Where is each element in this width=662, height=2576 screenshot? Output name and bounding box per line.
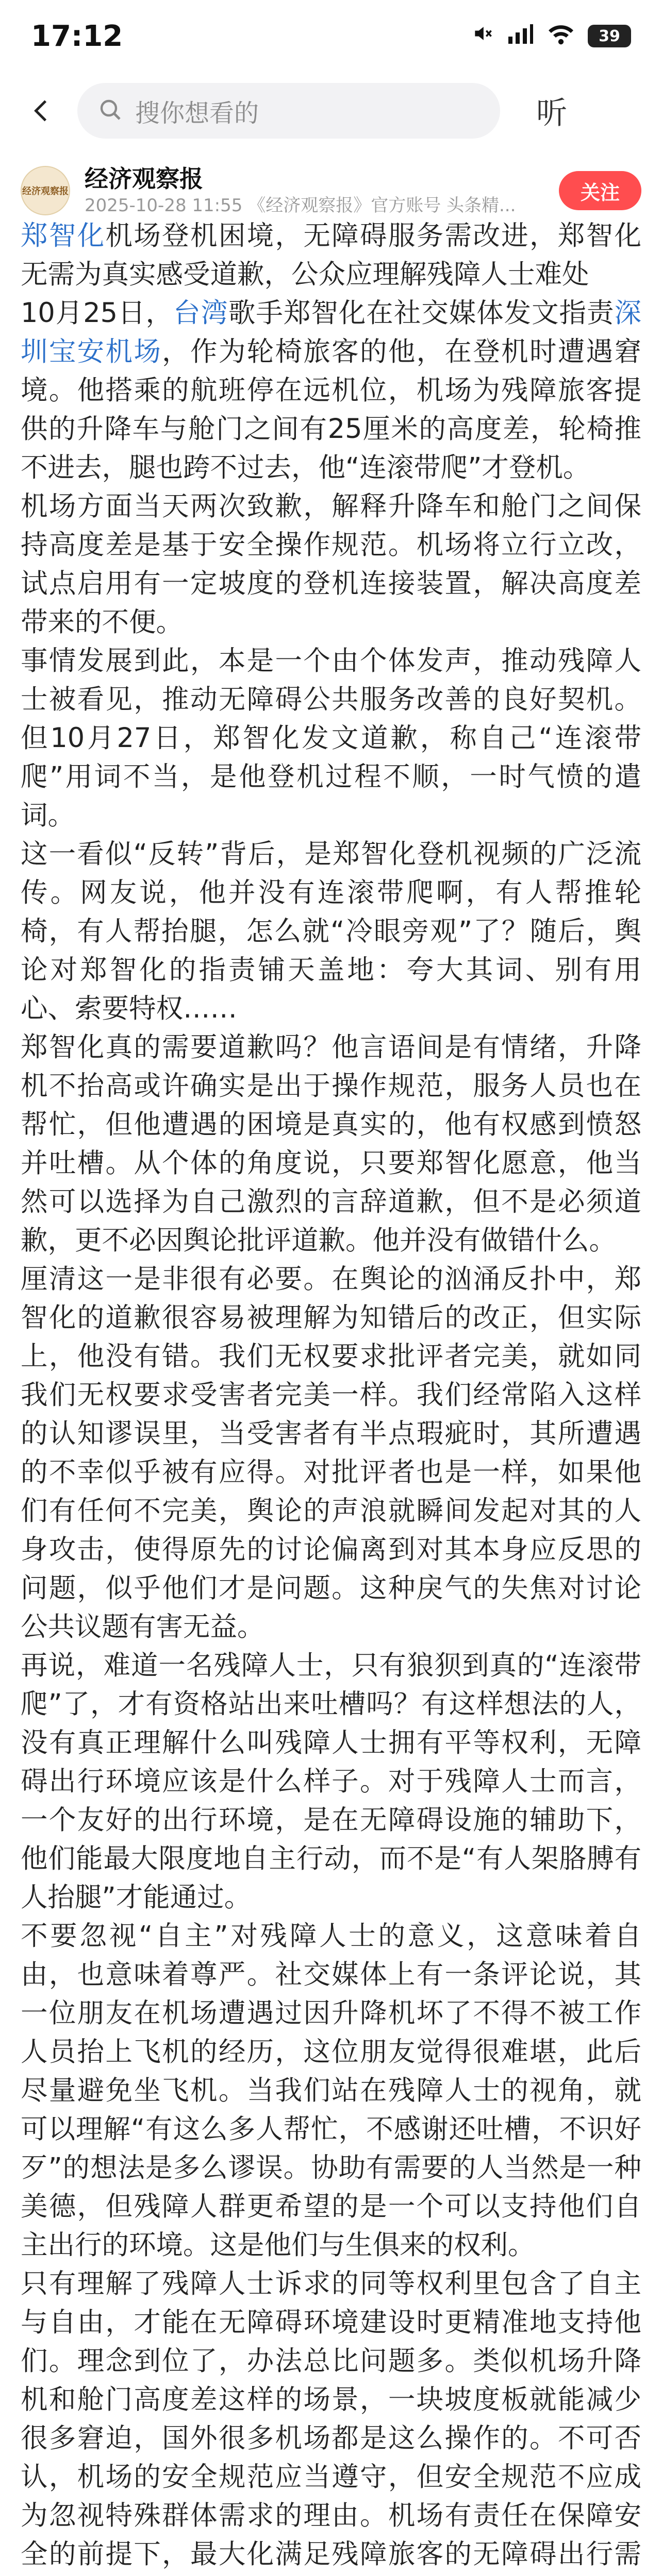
article-paragraph: [21, 835, 641, 1028]
signal-icon: [507, 22, 534, 50]
nav-bar: [0, 77, 662, 144]
article-paragraph: [21, 1028, 641, 1260]
search-placeholder: 搜你想看的: [135, 98, 259, 128]
article-body: [21, 216, 641, 2576]
article-text: 郑智化真的需要道歉吗？他言语间是有情绪，升降机不抬高或许确实是出于操作规范，服务人员也在帮忙，但他遭遇的困境是真实的，他有权感到愤怒并吐槽。从个体的角度说，只要郑智化愿意，他当然可以选择为自己激烈的言辞道歉，但不是必须道歉，更不必因舆论批评道歉。他并没有做错什么。: [21, 1031, 641, 1256]
article-link[interactable]: 深圳宝安机场: [21, 297, 641, 367]
listen-button[interactable]: 听: [536, 95, 567, 131]
article-text: 这一看似“反转”背后，是郑智化登机视频的广泛流传。网友说，他并没有连滚带爬啊，有人帮推轮椅，有人帮抬腿，怎么就“冷眼旁观”了？随后，舆论对郑智化的指责铺天盖地：夸大其词、别有用心、索要特权……: [21, 838, 641, 1024]
article-paragraph: [21, 1917, 641, 2264]
article-paragraph: [21, 1260, 641, 1646]
article-text: 只有理解了残障人士诉求的同等权利里包含了自主与自由，才能在无障碍环境建设时更精准地支持他们。理念到位了，办法总比问题多。类似机场升降机和舱门高度差这样的场景，一块坡度板就能减少很多窘迫，国外很多机场都是这么操作的。不可否认，机场的安全规范应当遵守，但安全规范不应成为忽视特殊群体需求的理由。机场有责任在保障安全的前提下，最大化满足残障旅客的无障碍出行需: [21, 2268, 641, 2570]
article-paragraph: [21, 2264, 641, 2576]
avatar[interactable]: [21, 166, 70, 215]
author-row: [0, 160, 662, 222]
status-bar: [0, 0, 662, 72]
avatar-text: 经济观察报: [22, 186, 69, 197]
article-text: 厘清这一是非很有必要。在舆论的汹涌反扑中，郑智化的道歉很容易被理解为知错后的改正，但实际上，他没有错。我们无权要求批评者完美，就如同我们无权要求受害者完美一样。我们经常陷入这样的认知谬误里，当受害者有半点瑕疵时，其所遭遇的不幸似乎被有应得。对批评者也是一样，如果他们有任何不完美，舆论的声浪就瞬间发起对其的人身攻击，使得原先的讨论偏离到对其本身应反思的问题，似乎他们才是问题。这种戾气的失焦对讨论公共议题有害无益。: [21, 1263, 641, 1642]
article-paragraph: [21, 641, 641, 835]
article-link[interactable]: 郑智化: [21, 220, 106, 251]
battery-icon: 39: [588, 25, 631, 47]
author-name[interactable]: 经济观察报: [85, 165, 203, 193]
wifi-icon: [548, 22, 574, 50]
article-paragraph: [21, 1646, 641, 1917]
article-paragraph: [21, 216, 641, 294]
article-text: ，作为轮椅旅客的他，在登机时遭遇窘境。他搭乘的航班停在远机位，机场为残障旅客提供的升降车与舱门之间有25厘米的高度差，轮椅推不进去，腿也跨不过去，他“连滚带爬”才登机。: [21, 336, 641, 483]
article-text: 事情发展到此，本是一个由个体发声，推动残障人士被看见，推动无障碍公共服务改善的良好契机。但10月27日，郑智化发文道歉，称自己“连滚带爬”用词不当，是他登机过程不顺，一时气愤的遣词。: [21, 645, 641, 831]
article-text: 不要忽视“自主”对残障人士的意义，这意味着自由，也意味着尊严。社交媒体上有一条评论说，其一位朋友在机场遭遇过因升降机坏了不得不被工作人员抬上飞机的经历，这位朋友觉得很难堪，此后尽量避免坐飞机。当我们站在残障人士的视角，就可以理解“有这么多人帮忙，不感谢还吐槽，不识好歹”的想法是多么谬误。协助有需要的人当然是一种美德，但残障人群更希望的是一个可以支持他们自主出行的环境。这是他们与生俱来的权利。: [21, 1920, 641, 2261]
article-link[interactable]: 台湾: [173, 297, 228, 329]
article-text: 再说，难道一名残障人士，只有狼狈到真的“连滚带爬”了，才有资格站出来吐槽吗？有这样想法的人，没有真正理解什么叫残障人士拥有平等权利，无障碍出行环境应该是什么样子。对于残障人士而言，一个友好的出行环境，是在无障碍设施的辅助下，他们能最大限度地自主行动，而不是“有人架胳膊有人抬腿”才能通过。: [21, 1650, 641, 1913]
mute-icon: [471, 22, 494, 50]
article-text: 机场登机困境，无障碍服务需改进，郑智化无需为真实感受道歉，公众应理解残障人士难处: [21, 220, 641, 290]
author-meta: 2025-10-28 11:55 《经济观察报》官方账号 头条精...: [85, 195, 516, 216]
back-arrow-icon[interactable]: [21, 90, 62, 131]
status-time: 17:12: [31, 19, 123, 53]
search-icon: [98, 97, 123, 124]
article-text: 10月25日，: [21, 297, 173, 329]
article-paragraph: [21, 487, 641, 641]
article-text: 机场方面当天两次致歉，解释升降车和舱门之间保持高度差是基于安全操作规范。机场将立行立改，试点启用有一定坡度的登机连接装置，解决高度差带来的不便。: [21, 490, 641, 638]
article-paragraph: [21, 294, 641, 487]
status-icons: [471, 22, 631, 50]
search-input[interactable]: [77, 83, 500, 139]
author-info: [85, 164, 559, 217]
article-text: 歌手郑智化在社交媒体发文指责: [228, 297, 615, 329]
follow-button[interactable]: 关注: [559, 171, 641, 210]
